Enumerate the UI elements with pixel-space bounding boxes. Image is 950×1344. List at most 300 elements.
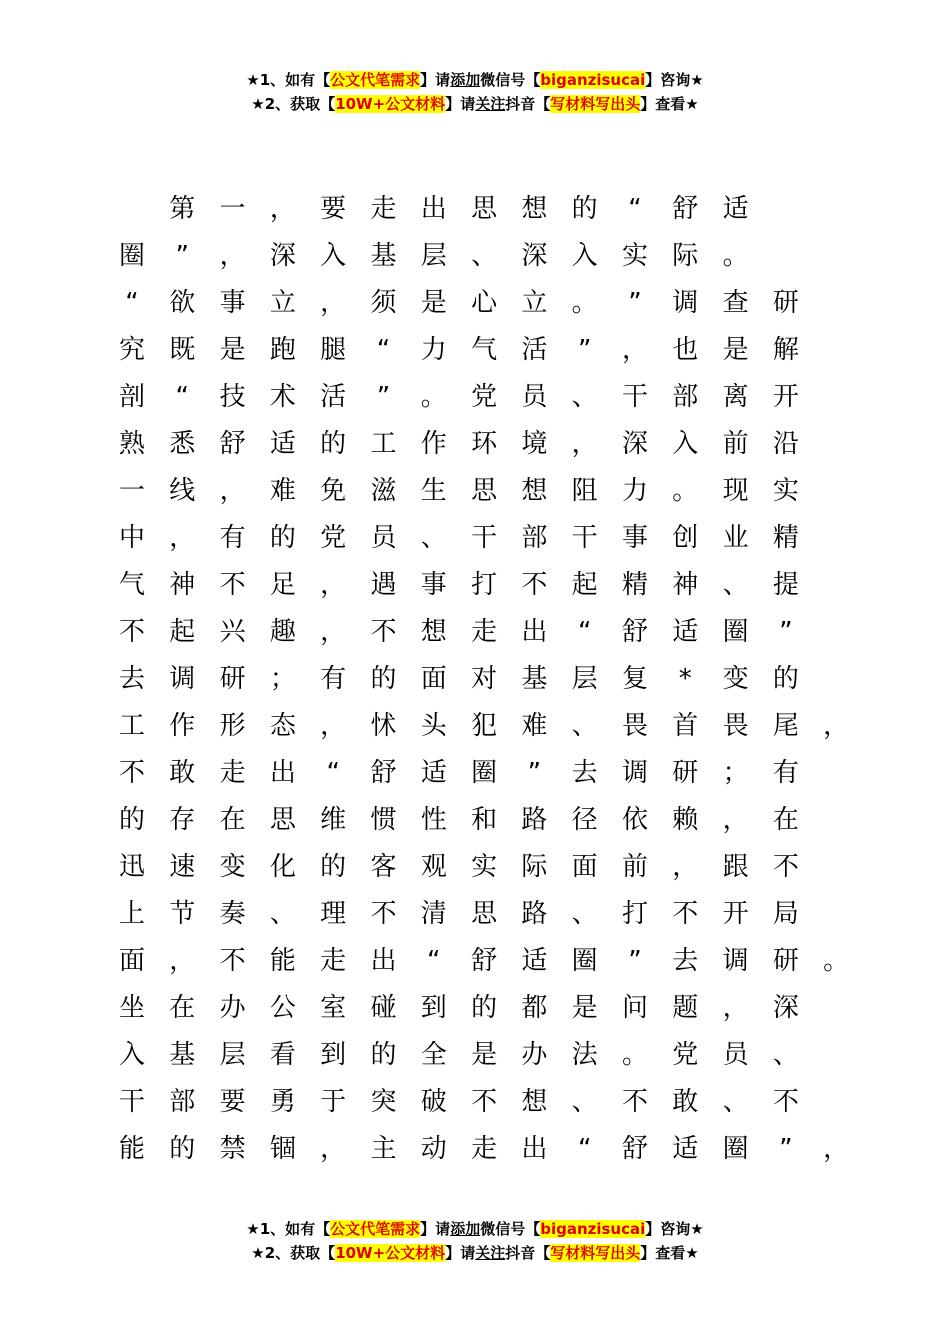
- body-char: 入: [118, 1040, 145, 1070]
- banner-segment: 关注: [475, 1244, 506, 1262]
- body-char: 悉: [169, 429, 196, 459]
- body-char: 基: [169, 1040, 196, 1070]
- banner-segment: 】请: [445, 95, 476, 113]
- body-char: 要: [320, 194, 347, 224]
- body-char: 圈: [722, 1134, 749, 1164]
- body-char: 有: [772, 758, 799, 788]
- body-char: ”: [527, 758, 542, 788]
- body-char: 的: [320, 429, 347, 459]
- body-char: 存: [169, 805, 196, 835]
- header-line-2: [0, 92, 950, 116]
- body-char: 思: [471, 194, 498, 224]
- body-char: 研: [772, 946, 799, 976]
- body-char: 活: [320, 382, 347, 412]
- body-char: 法: [571, 1040, 598, 1070]
- banner-segment: 】咨询★: [645, 71, 704, 89]
- banner-segment: biganzisucai: [540, 1220, 646, 1238]
- body-char: 工: [118, 711, 145, 741]
- body-char: 全: [420, 1040, 447, 1070]
- body-char: 能: [269, 946, 296, 976]
- body-char: 阻: [571, 476, 598, 506]
- body-char: 技: [219, 382, 246, 412]
- body-char: 舒: [219, 429, 246, 459]
- body-char: ，: [621, 335, 648, 365]
- body-char: 。: [420, 382, 447, 412]
- body-char: 不: [521, 570, 548, 600]
- body-char: 入: [672, 429, 699, 459]
- body-char: “: [125, 288, 139, 318]
- body-char: 生: [420, 476, 447, 506]
- banner-segment: 10W+公文材料: [335, 1244, 446, 1262]
- body-line: [107, 844, 867, 891]
- body-char: 党: [471, 382, 498, 412]
- body-char: 、: [571, 899, 598, 929]
- body-char: 去: [118, 664, 145, 694]
- body-char: 一: [219, 194, 246, 224]
- body-char: 突: [370, 1087, 397, 1117]
- body-char: 沿: [772, 429, 799, 459]
- body-char: 调: [672, 288, 699, 318]
- body-char: 剖: [118, 382, 145, 412]
- body-char: 犯: [471, 711, 498, 741]
- body-char: ；: [722, 758, 749, 788]
- body-char: 是: [471, 1040, 498, 1070]
- header-line-1: [0, 68, 950, 92]
- body-char: 、: [722, 1087, 749, 1117]
- body-char: 员: [521, 382, 548, 412]
- body-char: 术: [269, 382, 296, 412]
- body-char: 的: [772, 664, 799, 694]
- body-char: 能: [118, 1134, 145, 1164]
- body-char: 离: [722, 382, 749, 412]
- body-char: 也: [672, 335, 699, 365]
- body-char: 面: [571, 852, 598, 882]
- banner-segment: 添加: [450, 71, 481, 89]
- body-char: 速: [169, 852, 196, 882]
- body-char: “: [628, 194, 642, 224]
- body-char: ，: [672, 852, 699, 882]
- body-char: ，: [571, 429, 598, 459]
- body-char: 舒: [672, 194, 699, 224]
- body-char: 对: [471, 664, 498, 694]
- body-char: 是: [571, 993, 598, 1023]
- body-char: 圈: [118, 241, 145, 271]
- body-char: 。: [571, 288, 598, 318]
- body-char: 查: [722, 288, 749, 318]
- body-char: 干: [118, 1087, 145, 1117]
- body-char: 是: [722, 335, 749, 365]
- body-char: 现: [722, 476, 749, 506]
- body-char: 尾: [772, 711, 799, 741]
- body-line: [107, 468, 867, 515]
- body-char: 不: [118, 758, 145, 788]
- body-char: 适: [722, 194, 749, 224]
- body-char: [107, 186, 157, 233]
- body-line: [107, 421, 867, 468]
- body-line: [107, 797, 867, 844]
- banner-segment: 】咨询★: [645, 1220, 704, 1238]
- banner-segment: 】请: [420, 71, 451, 89]
- body-char: 熟: [118, 429, 145, 459]
- body-char: 都: [521, 993, 548, 1023]
- body-char: 员: [370, 523, 397, 553]
- body-char: 跟: [722, 852, 749, 882]
- body-char: 立: [269, 288, 296, 318]
- body-char: 遇: [370, 570, 397, 600]
- body-char: 研: [772, 288, 799, 318]
- body-line: [107, 1032, 867, 1079]
- body-char: 员: [722, 1040, 749, 1070]
- body-char: 深: [521, 241, 548, 271]
- body-char: ，: [219, 476, 246, 506]
- body-char: 须: [370, 288, 397, 318]
- body-char: 的: [269, 523, 296, 553]
- body-char: 、: [471, 241, 498, 271]
- body-char: 适: [269, 429, 296, 459]
- body-char: 气: [471, 335, 498, 365]
- header-banner: [0, 68, 950, 116]
- body-char: 的: [571, 194, 598, 224]
- body-char: 入: [571, 241, 598, 271]
- body-char: 免: [320, 476, 347, 506]
- body-char: ，: [722, 993, 749, 1023]
- body-char: 出: [521, 1134, 548, 1164]
- body-char: 层: [571, 664, 598, 694]
- body-char: ，: [269, 194, 296, 224]
- body-char: 第: [169, 194, 196, 224]
- body-char: 勇: [269, 1087, 296, 1117]
- body-char: 力: [420, 335, 447, 365]
- body-char: ，: [320, 288, 347, 318]
- body-char: 作: [420, 429, 447, 459]
- body-char: 难: [521, 711, 548, 741]
- body-char: 适: [420, 758, 447, 788]
- body-char: 态: [269, 711, 296, 741]
- body-char: 于: [320, 1087, 347, 1117]
- body-char: 禁: [219, 1134, 246, 1164]
- body-char: 节: [169, 899, 196, 929]
- body-char: 想: [521, 476, 548, 506]
- footer-line-2: [0, 1241, 950, 1265]
- banner-segment: 】查看★: [640, 95, 699, 113]
- body-line: [107, 280, 867, 327]
- body-char: 、: [772, 1040, 799, 1070]
- body-char: 依: [621, 805, 648, 835]
- body-char: 去: [571, 758, 598, 788]
- banner-segment: 10W+公文材料: [335, 95, 446, 113]
- body-line: [107, 703, 867, 750]
- body-char: 的: [370, 1040, 397, 1070]
- body-char: 头: [420, 711, 447, 741]
- body-char: 碰: [370, 993, 397, 1023]
- body-char: 面: [420, 664, 447, 694]
- body-char: 化: [269, 852, 296, 882]
- body-char: 出: [269, 758, 296, 788]
- body-char: 思: [471, 899, 498, 929]
- body-char: 奏: [219, 899, 246, 929]
- body-char: 不: [772, 1087, 799, 1117]
- body-char: 公: [269, 993, 296, 1023]
- body-char: 要: [219, 1087, 246, 1117]
- body-char: ”: [175, 241, 190, 271]
- body-char: 和: [471, 805, 498, 835]
- body-char: ，: [169, 523, 196, 553]
- banner-segment: 添加: [450, 1220, 481, 1238]
- body-char: 走: [471, 617, 498, 647]
- body-char: ，: [823, 1134, 850, 1164]
- body-char: 创: [672, 523, 699, 553]
- body-char: ”: [779, 1134, 793, 1164]
- body-char: 不: [672, 899, 699, 929]
- banner-segment: 写材料写出头: [550, 95, 641, 113]
- body-line: [107, 750, 867, 797]
- body-char: 面: [118, 946, 145, 976]
- body-char: 有: [219, 523, 246, 553]
- body-char: 上: [118, 899, 145, 929]
- body-char: 首: [672, 711, 699, 741]
- body-char: 调: [169, 664, 196, 694]
- body-char: ”: [628, 946, 642, 976]
- body-char: 层: [420, 241, 447, 271]
- body-char: 打: [621, 899, 648, 929]
- body-char: 不: [772, 852, 799, 882]
- body-char: ，: [320, 617, 347, 647]
- body-char: 深: [772, 993, 799, 1023]
- banner-segment: 写材料写出头: [550, 1244, 641, 1262]
- body-line: [107, 609, 867, 656]
- banner-segment: 微信号【: [480, 1220, 541, 1238]
- body-char: 。: [672, 476, 699, 506]
- body-char: 解: [772, 335, 799, 365]
- body-char: 出: [521, 617, 548, 647]
- body-char: 问: [621, 993, 648, 1023]
- body-char: 去: [672, 946, 699, 976]
- body-char: 深: [269, 241, 296, 271]
- body-char: 变: [219, 852, 246, 882]
- body-char: 干: [471, 523, 498, 553]
- body-char: 、: [420, 523, 447, 553]
- body-char: 理: [320, 899, 347, 929]
- body-char: 不: [621, 1087, 648, 1117]
- body-char: ，: [219, 241, 246, 271]
- body-char: 足: [269, 570, 296, 600]
- body-char: “: [427, 946, 441, 976]
- body-char: 环: [471, 429, 498, 459]
- body-char: 神: [169, 570, 196, 600]
- body-char: 不: [219, 946, 246, 976]
- body-char: 部: [169, 1087, 196, 1117]
- body-char: 舒: [621, 1134, 648, 1164]
- body-char: 想: [420, 617, 447, 647]
- body-char: 调: [722, 946, 749, 976]
- body-char: 开: [722, 899, 749, 929]
- body-char: 事: [621, 523, 648, 553]
- body-char: 层: [219, 1040, 246, 1070]
- body-char: 研: [672, 758, 699, 788]
- body-char: 跑: [269, 335, 296, 365]
- body-char: 动: [420, 1134, 447, 1164]
- body-char: 不: [219, 570, 246, 600]
- body-char: ”: [577, 335, 592, 365]
- body-char: 惯: [370, 805, 397, 835]
- body-char: 兴: [219, 617, 246, 647]
- body-char: 究: [118, 335, 145, 365]
- body-line: [107, 186, 867, 233]
- body-char: ，: [320, 1134, 347, 1164]
- body-char: 、: [571, 711, 598, 741]
- body-char: ”: [779, 617, 793, 647]
- body-char: ”: [376, 382, 391, 412]
- banner-segment: 微信号【: [480, 71, 541, 89]
- body-line: [107, 656, 867, 703]
- body-char: 形: [219, 711, 246, 741]
- body-char: 调: [621, 758, 648, 788]
- body-char: 境: [521, 429, 548, 459]
- body-char: 舒: [471, 946, 498, 976]
- body-char: 力: [621, 476, 648, 506]
- body-char: 的: [471, 993, 498, 1023]
- body-char: 前: [722, 429, 749, 459]
- body-char: ，: [320, 711, 347, 741]
- body-char: 办: [219, 993, 246, 1023]
- body-char: 是: [420, 288, 447, 318]
- body-char: 主: [370, 1134, 397, 1164]
- banner-segment: ★2、获取【: [251, 95, 336, 113]
- body-char: 径: [571, 805, 598, 835]
- body-char: ，: [823, 711, 850, 741]
- body-char: 际: [672, 241, 699, 271]
- banner-segment: 】请: [445, 1244, 476, 1262]
- body-char: *: [678, 664, 692, 694]
- body-char: 在: [219, 805, 246, 835]
- body-char: 、: [571, 382, 598, 412]
- body-char: 起: [169, 617, 196, 647]
- body-char: 提: [772, 570, 799, 600]
- body-char: 变: [722, 664, 749, 694]
- body-char: 部: [521, 523, 548, 553]
- body-char: 活: [521, 335, 548, 365]
- banner-segment: 】查看★: [640, 1244, 699, 1262]
- body-char: 在: [169, 993, 196, 1023]
- body-char: 畏: [722, 711, 749, 741]
- body-char: 立: [521, 288, 548, 318]
- body-char: “: [376, 335, 391, 365]
- body-char: 实: [471, 852, 498, 882]
- body-line: [107, 891, 867, 938]
- banner-segment: 抖音【: [505, 1244, 551, 1262]
- body-line: [107, 374, 867, 421]
- body-char: 适: [521, 946, 548, 976]
- body-char: 是: [219, 335, 246, 365]
- body-char: 不: [370, 899, 397, 929]
- body-char: 趣: [269, 617, 296, 647]
- body-char: 想: [521, 194, 548, 224]
- body-char: 走: [219, 758, 246, 788]
- body-char: 出: [370, 946, 397, 976]
- body-char: “: [577, 617, 592, 647]
- body-char: 走: [471, 1134, 498, 1164]
- banner-segment: 抖音【: [505, 95, 551, 113]
- body-char: 前: [621, 852, 648, 882]
- body-char: 局: [772, 899, 799, 929]
- body-char: 维: [320, 805, 347, 835]
- body-char: ，: [320, 570, 347, 600]
- body-char: 部: [672, 382, 699, 412]
- body-char: 到: [420, 993, 447, 1023]
- body-char: 作: [169, 711, 196, 741]
- body-line: [107, 1079, 867, 1126]
- body-char: 干: [571, 523, 598, 553]
- body-char: 敢: [672, 1087, 699, 1117]
- body-line: [107, 938, 867, 985]
- body-char: 事: [420, 570, 447, 600]
- body-char: 精: [772, 523, 799, 553]
- body-char: 办: [521, 1040, 548, 1070]
- body-char: 圈: [471, 758, 498, 788]
- body-char: 看: [269, 1040, 296, 1070]
- body-char: 开: [772, 382, 799, 412]
- body-char: 深: [621, 429, 648, 459]
- body-char: 不: [118, 617, 145, 647]
- body-line: [107, 327, 867, 374]
- body-char: 的: [370, 664, 397, 694]
- body-char: 打: [471, 570, 498, 600]
- body-char: 、: [269, 899, 296, 929]
- body-char: 事: [219, 288, 246, 318]
- body-char: 腿: [320, 335, 347, 365]
- body-char: 坐: [118, 993, 145, 1023]
- body-char: 研: [219, 664, 246, 694]
- body-char: 、: [722, 570, 749, 600]
- body-line: [107, 1126, 867, 1173]
- body-char: 线: [169, 476, 196, 506]
- banner-segment: 关注: [475, 95, 506, 113]
- body-char: 适: [672, 1134, 699, 1164]
- body-char: “: [326, 758, 340, 788]
- body-char: 。: [722, 241, 749, 271]
- body-char: 干: [621, 382, 648, 412]
- body-char: 出: [420, 194, 447, 224]
- body-char: 的: [118, 805, 145, 835]
- body-char: 迅: [118, 852, 145, 882]
- body-char: 心: [471, 288, 498, 318]
- body-char: 精: [621, 570, 648, 600]
- body-char: 起: [571, 570, 598, 600]
- body-char: 党: [672, 1040, 699, 1070]
- banner-segment: ★1、如有【: [246, 71, 331, 89]
- body-char: 难: [269, 476, 296, 506]
- body-char: 实: [772, 476, 799, 506]
- banner-segment: 公文代笔需求: [330, 1220, 421, 1238]
- banner-segment: ★2、获取【: [251, 1244, 336, 1262]
- banner-segment: biganzisucai: [540, 71, 646, 89]
- body-char: 圈: [722, 617, 749, 647]
- body-char: 神: [672, 570, 699, 600]
- body-char: 滋: [370, 476, 397, 506]
- body-char: “: [577, 1134, 592, 1164]
- body-char: 观: [420, 852, 447, 882]
- body-char: 不: [370, 617, 397, 647]
- body-char: 题: [672, 993, 699, 1023]
- body-char: 基: [370, 241, 397, 271]
- body-char: 走: [370, 194, 397, 224]
- body-char: 欲: [169, 288, 196, 318]
- body-char: 敢: [169, 758, 196, 788]
- body-char: 入: [320, 241, 347, 271]
- body-char: 的: [169, 1134, 196, 1164]
- banner-segment: ★1、如有【: [246, 1220, 331, 1238]
- body-char: 际: [521, 852, 548, 882]
